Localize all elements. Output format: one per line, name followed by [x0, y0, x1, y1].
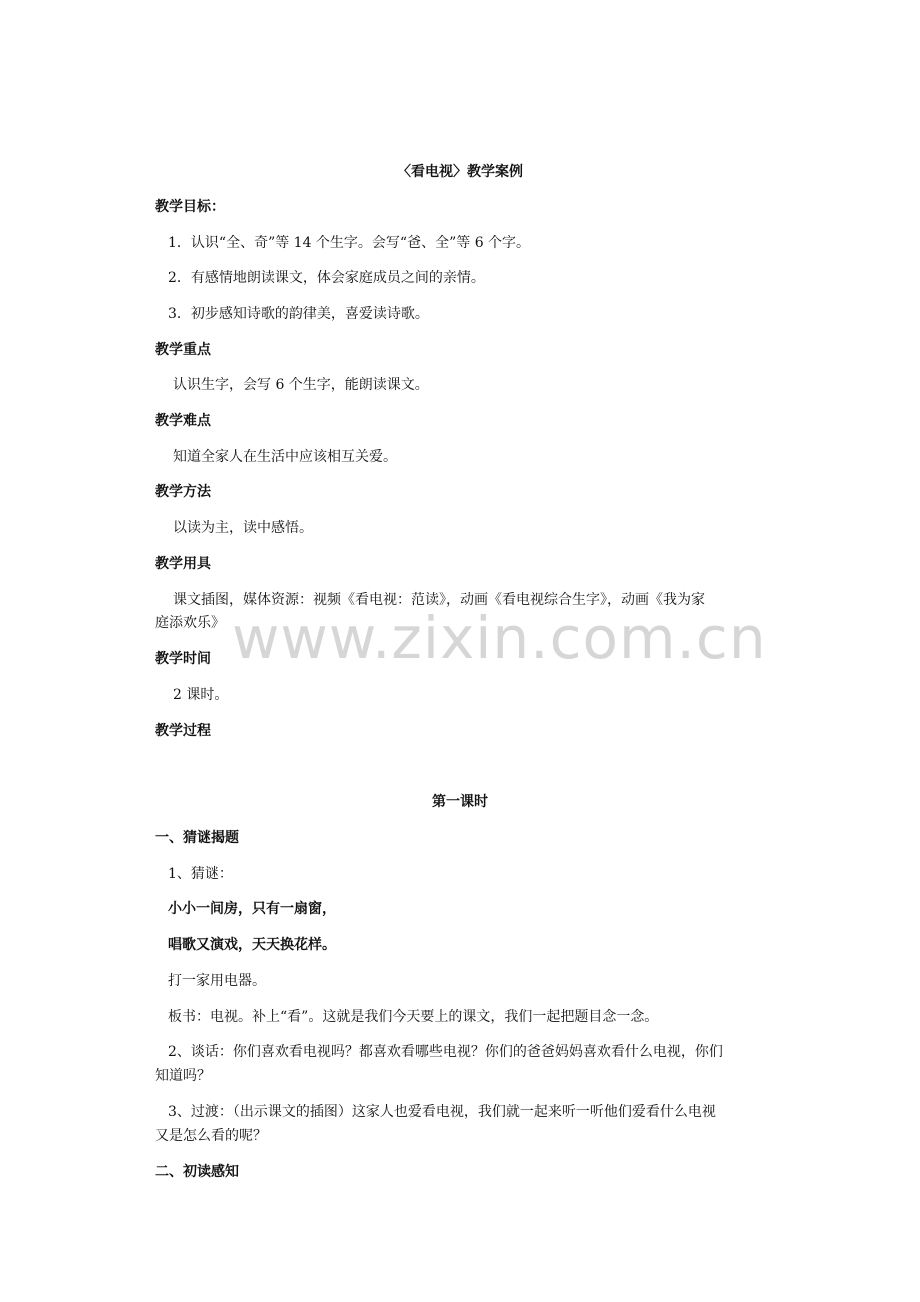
tools-heading: 教学用具 [155, 556, 211, 572]
watermark-text: www.zixin.com.cn [232, 604, 767, 672]
transition-line-2: 又是怎么看的呢？ [155, 1128, 267, 1144]
key-heading: 教学重点 [155, 342, 211, 358]
talk-line-2: 知道吗？ [155, 1068, 211, 1084]
goal-item-3: 3．初步感知诗歌的韵律美，喜爱读诗歌。 [168, 306, 429, 322]
lesson-heading: 第一课时 [432, 794, 488, 810]
riddle-answer: 打一家用电器。 [168, 973, 266, 989]
time-text: 2 课时。 [173, 687, 229, 703]
riddle-line-2: 唱歌又演戏，天天换花样。 [168, 937, 336, 953]
transition-line-1: 3、过渡：（出示课文的插图）这家人也爱看电视，我们就一起来听一听他们爱看什么电视 [168, 1104, 716, 1120]
process-heading: 教学过程 [155, 723, 211, 739]
riddle-label: 1、猜谜： [168, 866, 233, 882]
goal-item-1: 1．认识“全、奇”等 14 个生字。会写“爸、全”等 6 个字。 [168, 235, 531, 251]
goals-heading: 教学目标： [155, 199, 225, 215]
section-1-heading: 一、猜谜揭题 [155, 830, 239, 846]
tools-text-line-2: 庭添欢乐》 [155, 615, 225, 631]
section-2-heading: 二、初读感知 [155, 1164, 239, 1180]
talk-line-1: 2、谈话：你们喜欢看电视吗？都喜欢看哪些电视？你们的爸爸妈妈喜欢看什么电视，你们 [168, 1044, 723, 1060]
tools-text-line-1: 课文插图，媒体资源：视频《看电视：范读》，动画《看电视综合生字》，动画《我为家 [173, 592, 705, 608]
difficulty-heading: 教学难点 [155, 413, 211, 429]
time-heading: 教学时间 [155, 651, 211, 667]
method-heading: 教学方法 [155, 484, 211, 500]
riddle-line-1: 小小一间房，只有一扇窗， [168, 901, 336, 917]
difficulty-text: 知道全家人在生活中应该相互关爱。 [173, 449, 397, 465]
document-title: 〈看电视〉教学案例 [397, 164, 523, 180]
board-text: 板书：电视。补上“看”。这就是我们今天要上的课文，我们一起把题目念一念。 [168, 1009, 659, 1025]
goal-item-2: 2．有感情地朗读课文，体会家庭成员之间的亲情。 [168, 270, 485, 286]
method-text: 以读为主，读中感悟。 [173, 520, 313, 536]
key-text: 认识生字，会写 6 个生字，能朗读课文。 [173, 377, 429, 393]
